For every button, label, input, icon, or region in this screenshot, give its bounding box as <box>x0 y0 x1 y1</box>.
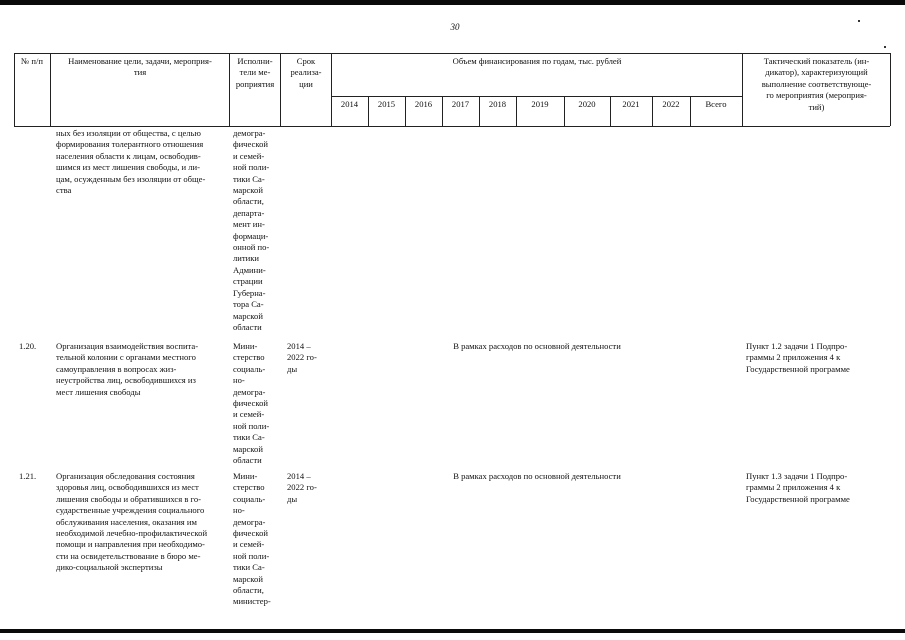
row-num: 1.21. <box>19 471 37 481</box>
header-term: Срок реализа- ции <box>290 56 322 89</box>
row-name: ных без изоляции от общества, с целью формирования толерантного отношения населения области к лицам, освободив- шимся из мест лишения свободы, и ли- цам, осужденным без изоляции от обще- ства <box>56 128 206 196</box>
year-2019: 2019 <box>531 99 549 109</box>
row-executors: демогра- фической и семей- ной поли- тики Са- марской области, департа- мент ин- формаци- онной по- литики Админи- страции Губерна- тора Са- марской области <box>233 128 270 332</box>
row-executors: Мини- стерство социаль- но- демогра- фической и семей- ной поли- тики Са- марской области <box>233 341 270 466</box>
row-term: 2014 – 2022 го- ды <box>287 341 317 374</box>
header-top-border <box>14 53 890 54</box>
year-2017: 2017 <box>451 99 470 109</box>
year-2020: 2020 <box>578 99 596 109</box>
row-num: 1.20. <box>19 341 37 351</box>
year-2021: 2021 <box>622 99 640 109</box>
header-bottom-border <box>14 126 890 127</box>
header-funding: Объем финансирования по годам, тыс. рублей <box>452 56 622 66</box>
row-name: Организация обследования состояния здоровья лиц, освободившихся из мест лишения свободы и обратившихся в го- сударственные учреждения социального обслуживания населения, оказания им необходимой лечебно-профилактической помощи и направления при необходимо- сти на освидетельствование в бюро ме- дико-социальной экспертизы <box>56 471 208 573</box>
row-indicator: Пункт 1.2 задачи 1 Подпро- граммы 2 приложения 4 к Государственной программе <box>746 341 850 374</box>
header-num: № п/п <box>21 56 43 66</box>
scan-speck <box>884 46 886 48</box>
row-term: 2014 – 2022 го- ды <box>287 471 317 504</box>
row-name: Организация взаимодействия воспита- тельной колонии с органами местного самоуправления в вопросах жиз- неустройства лиц, освободившихся из мест лишения свободы <box>56 341 199 397</box>
top-scan-border <box>0 0 905 5</box>
year-2016: 2016 <box>414 99 433 109</box>
row-funding: В рамках расходов по основной деятельности <box>453 341 621 351</box>
row-executors: Мини- стерство социаль- но- демогра- фической и семей- ной поли- тики Са- марской области, министер- <box>233 471 271 607</box>
year-2014: 2014 <box>340 99 359 109</box>
page-number: 30 <box>450 22 460 32</box>
scan-speck <box>858 20 860 22</box>
year-2022: 2022 <box>662 99 680 109</box>
header-name: Наименование цели, задачи, мероприя- тия <box>68 56 212 78</box>
year-2015: 2015 <box>377 99 396 109</box>
bottom-scan-border <box>0 629 905 633</box>
row-funding: В рамках расходов по основной деятельности <box>453 471 621 481</box>
year-total: Всего <box>705 99 727 109</box>
years-top-border <box>331 96 742 97</box>
col-border <box>50 53 51 126</box>
col-border <box>890 53 891 126</box>
header-indicator: Тактический показатель (ин- дикатор), характеризующий выполнение соответствующе- го мероприятия (мероприя- тий) <box>761 56 872 112</box>
year-2018: 2018 <box>488 99 507 109</box>
header-executors: Исполни- тели ме- роприятия <box>235 56 275 89</box>
row-indicator: Пункт 1.3 задачи 1 Подпро- граммы 2 приложения 4 к Государственной программе <box>746 471 850 504</box>
